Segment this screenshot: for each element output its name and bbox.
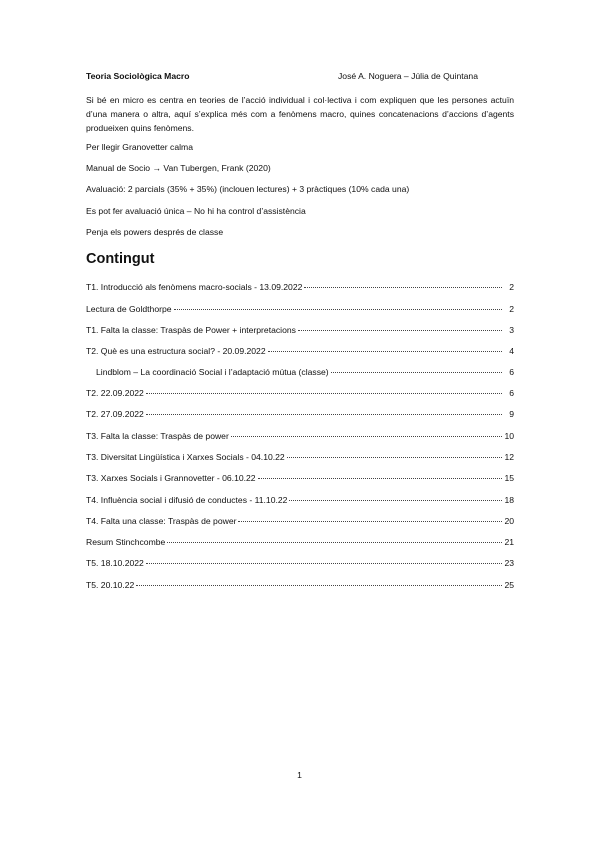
toc-leader: [146, 393, 502, 394]
toc-entry[interactable]: [86, 304, 514, 314]
toc-entry-title: T1. Introducció als fenòmens macro-socials - 13.09.2022: [86, 282, 303, 292]
toc-entry[interactable]: [86, 516, 514, 526]
toc-entry-title: Lindblom – La coordinació Social i l’adaptació mútua (classe): [96, 367, 329, 377]
toc-entry[interactable]: [86, 346, 514, 356]
note-granovetter: Per llegir Granovetter calma: [86, 142, 193, 152]
toc-leader: [287, 457, 502, 458]
toc-entry-page: 15: [504, 473, 514, 483]
toc-entry[interactable]: [86, 473, 514, 483]
note-single-evaluation: Es pot fer avaluació única – No hi ha control d’assistència: [86, 206, 306, 216]
toc-entry[interactable]: [86, 388, 514, 398]
toc-entry-title: T2. 27.09.2022: [86, 409, 144, 419]
toc-entry-page: 10: [504, 431, 514, 441]
note-manual: Manual de Socio → Van Tubergen, Frank (2020): [86, 163, 271, 173]
toc-entry-title: T2. 22.09.2022: [86, 388, 144, 398]
toc-leader: [146, 563, 502, 564]
toc-entry-page: 4: [509, 346, 514, 356]
toc-entry[interactable]: [86, 282, 514, 292]
toc-leader: [331, 372, 502, 373]
toc-entry-title: T5. 20.10.22: [86, 580, 135, 590]
contents-heading: Contingut: [86, 251, 155, 267]
note-powers: Penja els powers després de classe: [86, 227, 224, 237]
toc-entry-title: T3. Xarxes Socials i Grannovetter - 06.10.22: [86, 473, 256, 483]
toc-entry-page: 20: [504, 516, 514, 526]
toc-entry-title: T2. Què es una estructura social? - 20.09.2022: [86, 346, 266, 356]
toc-leader: [298, 330, 502, 331]
toc-entry[interactable]: [86, 452, 514, 462]
toc-entry-title: T3. Diversitat Lingüística i Xarxes Socials - 04.10.22: [86, 452, 285, 462]
toc-entry[interactable]: [86, 325, 514, 335]
toc-entry-page: 3: [509, 325, 514, 335]
toc-leader: [289, 500, 502, 501]
toc-entry-title: T4. Falta una classe: Traspàs de power: [86, 516, 237, 526]
toc-leader: [268, 351, 502, 352]
toc-entry[interactable]: [86, 495, 514, 505]
toc-leader: [258, 478, 502, 479]
toc-leader: [238, 521, 502, 522]
toc-entry-title: Resum Stinchcombe: [86, 537, 166, 547]
intro-paragraph: Si bé en micro es centra en teories de l’acció individual i col·lectiva i com expliquen que les persones actuïn d’una manera o altra, aquí s’explica més com a fenòmens macro, quines concatenacions d’accions d’agents produeixen quins fenòmens.: [86, 95, 514, 133]
toc-leader: [167, 542, 502, 543]
toc-entry-title: T4. Influència social i difusió de conductes - 11.10.22: [86, 495, 288, 505]
toc-entry[interactable]: [86, 580, 514, 590]
note-evaluation: Avaluació: 2 parcials (35% + 35%) (inclouen lectures) + 3 pràctiques (10% cada una): [86, 184, 410, 194]
toc-entry-page: 25: [504, 580, 514, 590]
authors: José A. Noguera – Júlia de Quintana: [338, 71, 478, 81]
toc-entry-page: 23: [504, 558, 514, 568]
toc-entry-page: 21: [504, 537, 514, 547]
course-title: Teoria Sociològica Macro: [86, 71, 190, 81]
toc-entry[interactable]: [96, 367, 514, 377]
toc-entry-page: 2: [509, 304, 514, 314]
toc-entry-title: T5. 18.10.2022: [86, 558, 144, 568]
toc-entry[interactable]: [86, 409, 514, 419]
toc-entry-page: 18: [504, 495, 514, 505]
toc-entry-page: 12: [504, 452, 514, 462]
toc-entry[interactable]: [86, 537, 514, 547]
toc-entry-page: 9: [509, 409, 514, 419]
toc-leader: [231, 436, 502, 437]
toc-entry[interactable]: [86, 431, 514, 441]
toc-leader: [146, 414, 502, 415]
toc-entry-page: 6: [509, 388, 514, 398]
toc-entry-title: T1. Falta la classe: Traspàs de Power + interpretacions: [86, 325, 296, 335]
toc-leader: [174, 309, 502, 310]
toc-leader: [304, 287, 502, 288]
toc-entry-page: 6: [509, 367, 514, 377]
toc-entry-title: T3. Falta la classe: Traspàs de power: [86, 431, 229, 441]
toc-entry-page: 2: [509, 282, 514, 292]
toc-entry-title: Lectura de Goldthorpe: [86, 304, 172, 314]
page-number: 1: [297, 770, 302, 780]
toc-leader: [136, 585, 502, 586]
toc-entry[interactable]: [86, 558, 514, 568]
